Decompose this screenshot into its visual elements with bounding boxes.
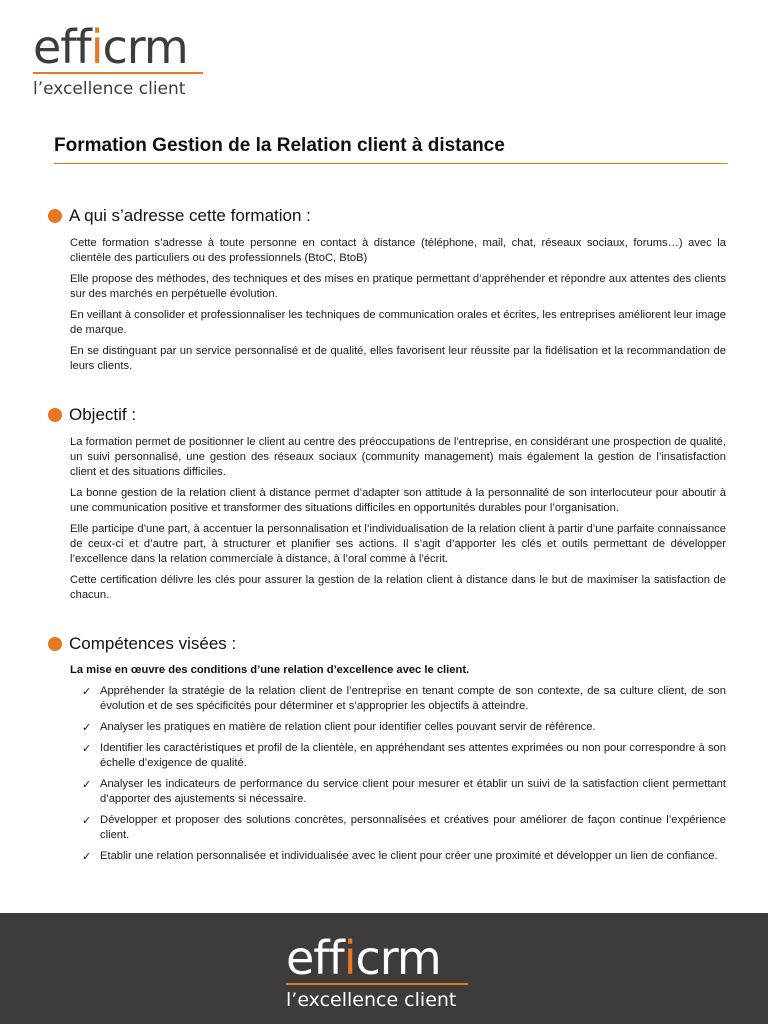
paragraph: Elle participe d’une part, à accentuer la personnalisation et l’individualisation de la relation client à partir d’une parfaite connaissance de ceux-ci et d’autre part, à structurer et planifier ses actions. Il s’agit d’apporter les clés et outils permettant de développer l’excellence dans la relation commerciale à distance, à l’oral comme à l’écrit. xyxy=(70,523,726,565)
paragraph: En veillant à consolider et professionnaliser les techniques de communication orales et écrites, les entreprises améliorent leur image de marque. xyxy=(70,309,726,336)
list-item: ✓ Développer et proposer des solutions concrètes, personnalisées et créatives pour améliorer de façon continue l’expérience client. xyxy=(82,814,726,841)
checkmark-icon: ✓ xyxy=(82,814,92,827)
checkmark-icon: ✓ xyxy=(82,721,92,734)
checkmark-icon: ✓ xyxy=(82,850,92,863)
footer-band xyxy=(0,913,768,1024)
paragraph: Elle propose des méthodes, des techniques et des mises en pratique permettant d’appréhender et répondre aux attentes des clients sur des marchés en perpétuelle évolution. xyxy=(70,273,726,300)
paragraph: En se distinguant par un service personnalisé et de qualité, elles favorisent leur réussite par la fidélisation et la recommandation de leurs clients. xyxy=(70,345,726,372)
footer-logo xyxy=(286,931,468,1011)
logo-accent-letter: i xyxy=(343,931,356,985)
list-item: ✓ Etablir une relation personnalisée et individualisée avec le client pour créer une proximité et développer un lien de confiance. xyxy=(82,850,718,863)
section-audience xyxy=(48,204,726,380)
paragraph: La bonne gestion de la relation client à distance permet d’adapter son attitude à la personnalité de son interlocuteur pour aboutir à une communication positive et transformer des situations difficiles en opportunités durables pour l’organisation. xyxy=(70,487,726,514)
logo-tagline: l’excellence client xyxy=(33,79,186,99)
skills-subheading: La mise en œuvre des conditions d’une relation d’excellence avec le client. xyxy=(70,664,470,676)
section-heading: Compétences visées : xyxy=(48,632,726,656)
orange-bullet-icon xyxy=(48,408,62,422)
checkmark-icon: ✓ xyxy=(82,742,92,755)
logo-tagline: l’excellence client xyxy=(286,989,457,1011)
section-skills xyxy=(48,632,726,870)
orange-bullet-icon xyxy=(48,209,62,223)
title-divider xyxy=(54,163,728,164)
paragraph: La formation permet de positionner le client au centre des préoccupations de l’entreprise, en considérant une prospection de qualité, un suivi personnalisé, une gestion des réseaux sociaux (community management) mais également la gestion de l’insatisfaction client et des situations difficiles. xyxy=(70,436,726,478)
list-item: ✓ Analyser les pratiques en matière de relation client pour identifier celles pouvant servir de référence. xyxy=(82,721,596,734)
orange-bullet-icon xyxy=(48,637,62,651)
section-heading: Objectif : xyxy=(48,403,726,427)
section-heading: A qui s’adresse cette formation : xyxy=(48,204,726,228)
page-title: Formation Gestion de la Relation client à distance xyxy=(54,135,505,156)
logo-wordmark: efficrm xyxy=(286,931,441,985)
skills-list xyxy=(48,684,726,864)
logo-wordmark: efficrm xyxy=(33,20,188,74)
logo-accent-letter: i xyxy=(90,20,103,74)
list-item: ✓ Appréhender la stratégie de la relation client de l’entreprise en tenant compte de son contexte, de sa culture client, de son évolution et de ses spécificités pour déterminer et s’approprier les objectifs à atteindre. xyxy=(82,685,726,712)
list-item: ✓ Identifier les caractéristiques et profil de la clientèle, en appréhendant ses attentes exprimées ou non pour correspondre à son échelle d’exigence de qualité. xyxy=(82,742,726,769)
list-item: ✓ Analyser les indicateurs de performance du service client pour mesurer et établir un suivi de la satisfaction client permettant d’apporter des ajustements si nécessaire. xyxy=(82,778,726,805)
section-objective xyxy=(48,403,726,609)
header-logo xyxy=(33,20,205,99)
paragraph: Cette certification délivre les clés pour assurer la gestion de la relation client à distance dans le but de maximiser la satisfaction de chacun. xyxy=(70,574,726,601)
checkmark-icon: ✓ xyxy=(82,685,92,698)
checkmark-icon: ✓ xyxy=(82,778,92,791)
paragraph: Cette formation s’adresse à toute personne en contact à distance (téléphone, mail, chat, réseaux sociaux, forums…) avec la clientèle des particuliers ou des professionnels (BtoC, BtoB) xyxy=(70,237,726,264)
